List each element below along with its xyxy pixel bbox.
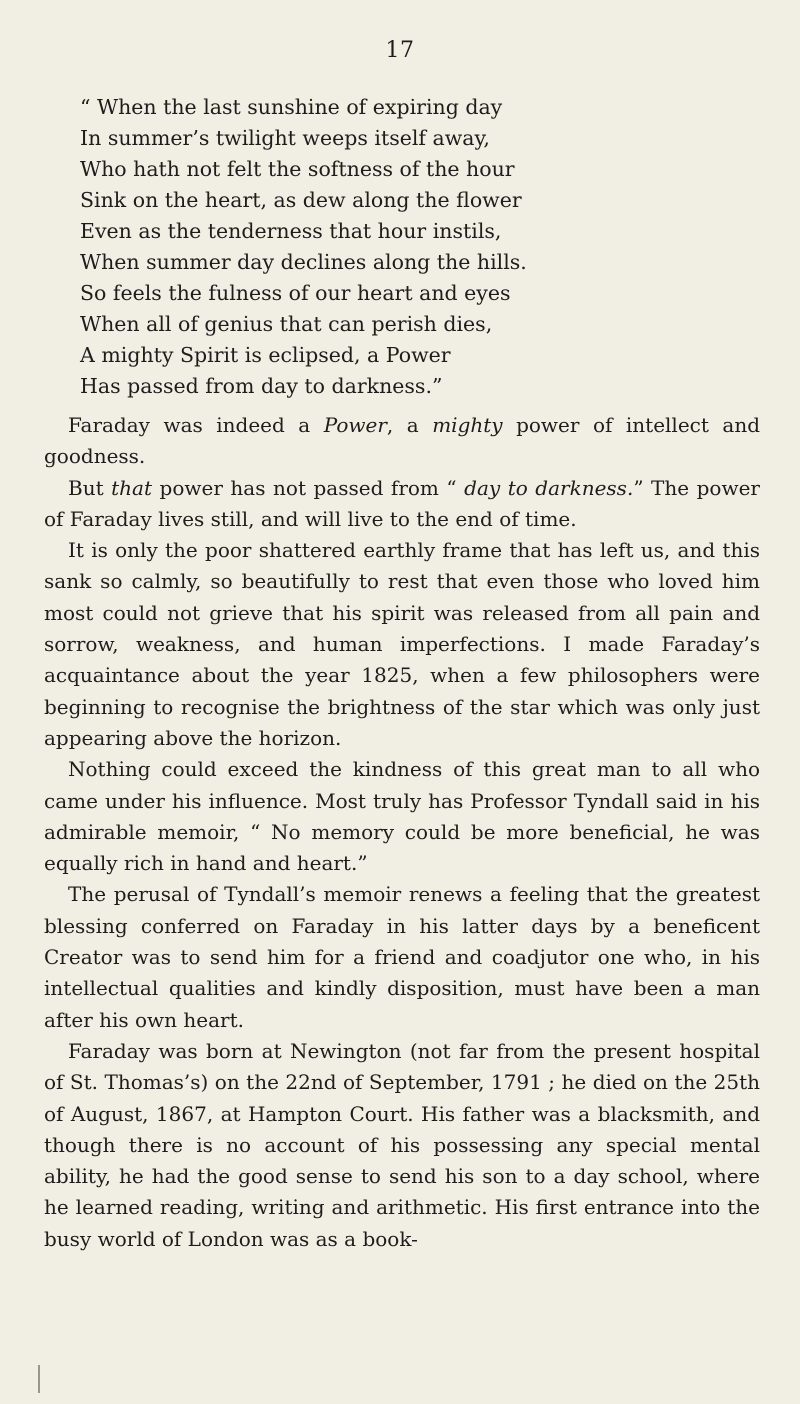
text-run: But bbox=[68, 475, 112, 500]
poem-line: So feels the fulness of our heart and eyes bbox=[80, 281, 511, 305]
poem-line: In summer’s twilight weeps itself away, bbox=[80, 126, 490, 150]
poem-line: When summer day declines along the hills. bbox=[80, 250, 527, 274]
margin-rule bbox=[38, 1365, 40, 1393]
poem-line: Even as the tenderness that hour instils, bbox=[80, 219, 502, 243]
text-run: power has not passed from “ bbox=[152, 475, 465, 500]
paragraph-faraday-power bbox=[44, 410, 760, 473]
poem-stanza bbox=[80, 92, 740, 402]
poem-line: A mighty Spirit is eclipsed, a Power bbox=[80, 343, 451, 367]
paragraph-tyndall-memoir: The perusal of Tyndall’s memoir renews a feeling that the greatest blessing conferred on Faraday in his latter days by a beneficent Creator was to send him for a friend and coadjutor one who, in his intellectual qualities and kindly disposition, must have been a man after his own heart. bbox=[44, 882, 760, 1032]
body-text bbox=[44, 410, 760, 1255]
poem-line: “ When the last sunshine of expiring day bbox=[80, 95, 503, 119]
page-number: 17 bbox=[385, 38, 415, 63]
italic-run: Power bbox=[323, 413, 387, 437]
paragraph-kindness: Nothing could exceed the kindness of this great man to all who came under his influence. Most truly has Professor Tyndall said in his admirable memoir, “ No memory could be more beneficial, he was equally rich in hand and heart.” bbox=[44, 757, 760, 876]
italic-run: that bbox=[111, 475, 153, 500]
poem-line: Who hath not felt the softness of the hour bbox=[80, 157, 515, 181]
paragraph-power-lives bbox=[44, 473, 760, 536]
text-run: Faraday was indeed a bbox=[68, 413, 324, 437]
italic-run: mighty bbox=[432, 413, 503, 437]
paragraph-acquaintance: It is only the poor shattered earthly frame that has left us, and this sank so calmly, so beautifully to rest that even those who loved him most could not grieve that his spirit was released from all pain and sorrow, weakness, and human imperfections. I made Faraday’s acquaintance about the year 1825, when a few philosophers were beginning to recognise the brightness of the star which was only just appearing above the horizon. bbox=[44, 538, 760, 750]
paragraph-biography: Faraday was born at Newington (not far from the present hospital of St. Thomas’s) on the 22nd of September, 1791 ; he died on the 25th of August, 1867, at Hampton Court. His father was a blacksmith, and though there is no account of his possessing any special mental ability, he had the good sense to send his son to a day school, where he learned reading, writing and arithmetic. His first entrance into the busy world of London was as a book- bbox=[44, 1038, 760, 1251]
text-run: power of intellect and goodness. bbox=[44, 413, 761, 469]
text-run: , a bbox=[386, 413, 433, 437]
poem-line: Sink on the heart, as dew along the flower bbox=[80, 188, 522, 212]
poem-line: Has passed from day to darkness.” bbox=[80, 374, 443, 398]
italic-run: day to darkness. bbox=[464, 475, 634, 500]
poem-line: When all of genius that can perish dies, bbox=[80, 312, 493, 336]
text-run: ” The power of Faraday lives still, and will live to the end of time. bbox=[44, 475, 760, 531]
